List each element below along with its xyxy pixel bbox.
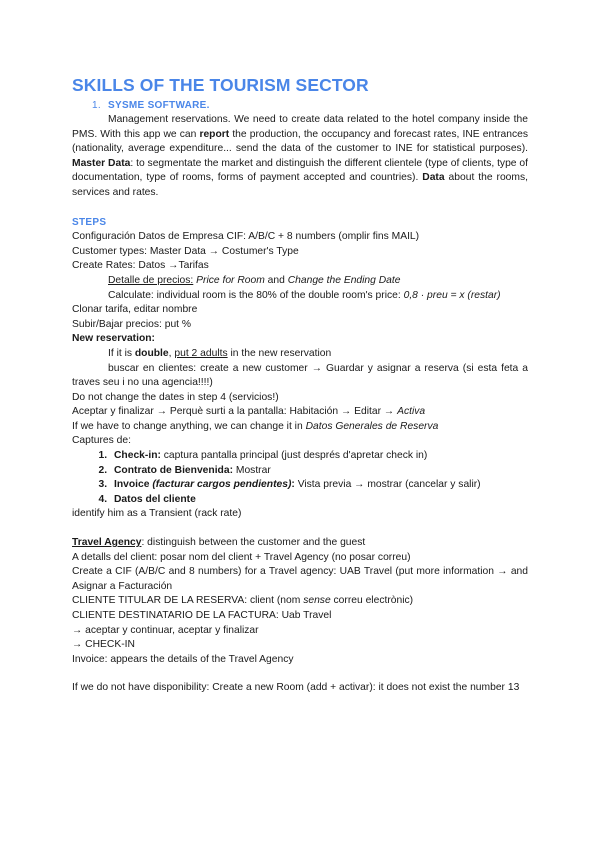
detalle-and: and <box>264 274 288 286</box>
travel-agency-heading <box>72 536 528 551</box>
travel-line-3-a: CLIENTE TITULAR DE LA RESERVA: client (nom <box>72 595 304 607</box>
section-heading-text: SYSME SOFTWARE. <box>108 100 210 111</box>
step-new-reservation <box>72 332 528 347</box>
capture-item-check-in <box>110 449 528 464</box>
double-bold: double <box>134 347 169 359</box>
step-double <box>72 347 528 362</box>
capture-item-datos <box>110 493 528 508</box>
step-if-change <box>72 420 528 435</box>
intro-bold-report: report <box>199 128 230 140</box>
step-config: Configuración Datos de Empresa CIF: A/B/C + 8 numbers (omplir fins MAIL) <box>72 231 420 243</box>
step-transient: identify him as a Transient (rack rate) <box>72 508 242 520</box>
intro-text-2: the production, the occupancy and forecast rates, INE entrances (nationality, average expenditure... send the data of the customer to INE for statistical purposes). <box>72 128 529 155</box>
aceptar-italic: Activa <box>397 406 426 418</box>
steps-heading: STEPS <box>72 216 107 228</box>
travel-line-3 <box>72 594 528 609</box>
intro-paragraph <box>72 113 528 201</box>
travel-agency-title: Travel Agency <box>72 537 142 549</box>
spacer <box>72 522 528 536</box>
captures-list <box>72 449 528 507</box>
step-calculate <box>72 289 528 304</box>
intro-bold-master-data: Master Data <box>72 157 131 169</box>
section-number: 1. <box>92 100 101 111</box>
if-change-italic: Datos Generales de Reserva <box>305 420 439 432</box>
aceptar-text: Aceptar y finalizar → Perquè surti a la pantalla: Habitación → Editar → <box>72 406 398 418</box>
new-reservation-label: New reservation: <box>72 333 155 345</box>
detalle-underlined: Detalle de precios: <box>108 274 194 286</box>
capture-check-in-label: Check-in: <box>114 450 161 462</box>
step-captures: Captures de: <box>72 435 131 447</box>
travel-line-1: A detalls del client: posar nom del client + Travel Agency (no posar correu) <box>72 551 411 563</box>
intro-text-4: about the rooms, services and rates. <box>72 172 528 198</box>
document-title: SKILLS OF THE TOURISM SECTOR <box>72 75 369 95</box>
final-paragraph: If we do not have disponibility: Create a new Room (add + activar): it does not exist the number 13 <box>72 682 520 694</box>
step-clonar: Clonar tarifa, editar nombre <box>72 304 198 316</box>
capture-invoice-colon: : <box>291 479 295 491</box>
travel-line-6: → CHECK-IN <box>72 639 135 651</box>
capture-contrato-text: Mostrar <box>233 464 271 476</box>
travel-line-2: Create a CIF (A/B/C and 8 numbers) for a Travel agency: UAB Travel (put more information → and Asignar a Facturación <box>72 566 528 592</box>
capture-invoice-text: Vista previa → mostrar (cancelar y salir) <box>294 479 481 491</box>
step-aceptar <box>72 405 528 420</box>
step-subir: Subir/Bajar precios: put % <box>72 318 192 330</box>
intro-text-3: : to segmentate the market and distinguish the different clientele (type of clients, type of documentation, type of rooms, forms of payment accepted and countries). <box>72 157 528 184</box>
step-dont-change: Do not change the dates in step 4 (servicios!) <box>72 391 279 403</box>
capture-contrato-label: Contrato de Bienvenida: <box>114 464 233 476</box>
travel-line-3-italic: sense <box>303 595 331 607</box>
calc-formula: 0,8 · preu = x (restar) <box>403 289 501 301</box>
capture-item-contrato <box>110 464 528 479</box>
step-buscar: buscar en clientes: create a new customer → Guardar y asignar a reserva (si esta feta a traves seu i no una agencia!!!!) <box>72 362 528 389</box>
double-underlined: put 2 adults <box>174 347 228 359</box>
capture-item-invoice <box>110 478 528 493</box>
detalle-italic-2: Change the Ending Date <box>287 274 401 286</box>
travel-line-4: CLIENTE DESTINATARIO DE LA FACTURA: Uab Travel <box>72 610 332 621</box>
travel-line-5: → aceptar y continuar, aceptar y finalizar <box>72 624 259 636</box>
spacer <box>72 667 528 681</box>
capture-datos-label: Datos del cliente <box>114 493 196 505</box>
detalle-italic-1: Price for Room <box>193 274 265 286</box>
double-text-e: in the new reservation <box>227 347 332 359</box>
step-create-rates: Create Rates: Datos →Tarifas <box>72 260 209 272</box>
section-heading <box>92 99 528 113</box>
travel-line-7: Invoice: appears the details of the Travel Agency <box>72 653 294 665</box>
capture-invoice-italic: (facturar cargos pendientes) <box>152 479 292 491</box>
double-text-c: , <box>168 347 175 359</box>
double-text-a: If it is <box>108 347 135 359</box>
document-page <box>72 70 528 696</box>
capture-invoice-label: Invoice <box>114 479 153 491</box>
step-detalle <box>72 274 528 289</box>
travel-agency-subtitle: : distinguish between the customer and the guest <box>141 537 366 549</box>
capture-check-in-text: captura pantalla principal (just després d'apretar check in) <box>160 450 428 462</box>
if-change-text: If we have to change anything, we can change it in <box>72 420 306 432</box>
travel-line-3-c: correu electrònic) <box>330 595 414 607</box>
calc-text: Calculate: individual room is the 80% of the double room's price: <box>108 289 404 301</box>
step-customer-types: Customer types: Master Data → Costumer's Type <box>72 245 299 257</box>
intro-text-1: Management reservations. We need to create data related to the hotel company inside the PMS. With this app we can <box>72 114 528 140</box>
intro-bold-data: Data <box>422 172 445 184</box>
